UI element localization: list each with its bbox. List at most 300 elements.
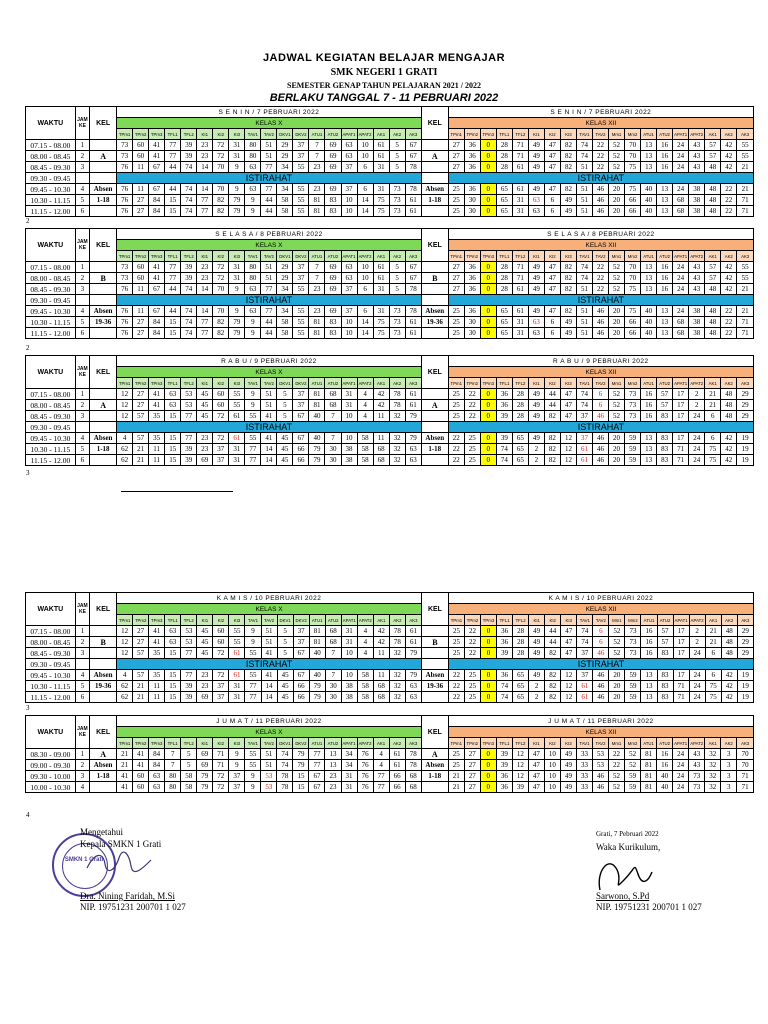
kel-cell	[90, 411, 117, 422]
value-cell-xii: 70	[625, 140, 641, 151]
value-cell-x: 39	[181, 262, 197, 273]
value-cell-x: 68	[325, 389, 341, 400]
subject-x: TPm1	[117, 378, 133, 389]
value-cell-xii: 25	[464, 670, 480, 681]
value-cell-x: 41	[117, 782, 133, 793]
value-cell-xii: 30	[464, 317, 480, 328]
value-cell-x: 71	[213, 749, 229, 760]
waktu-header: WAKTU	[26, 107, 76, 140]
value-cell-xii: 71	[737, 317, 754, 328]
kel-cell: A	[90, 400, 117, 411]
value-cell-x: 11	[373, 648, 389, 659]
value-cell-xii: 49	[560, 328, 576, 339]
value-cell-xii: 49	[528, 411, 544, 422]
value-cell-xii: 28	[496, 262, 512, 273]
value-cell-x: 69	[197, 692, 213, 703]
value-cell-xii: 21	[737, 284, 754, 295]
value-cell-x: 68	[325, 626, 341, 637]
subject-x: TFL1	[165, 738, 181, 749]
value-cell-xii: 46	[593, 648, 609, 659]
value-cell-x: 68	[325, 637, 341, 648]
value-cell-x: 61	[405, 206, 421, 217]
value-cell-xii: 0	[481, 648, 497, 659]
value-cell-xii: 61	[577, 681, 593, 692]
value-cell-xii: 22	[593, 273, 609, 284]
value-cell-x: 15	[165, 692, 181, 703]
schedule-table	[25, 228, 754, 339]
subject-xii: AK1	[705, 738, 721, 749]
value-cell-x: 23	[197, 273, 213, 284]
value-cell-x: 82	[213, 328, 229, 339]
kel-cell	[422, 648, 449, 659]
value-cell-x: 77	[181, 433, 197, 444]
subject-x: ATU1	[309, 251, 325, 262]
subject-xii: APAT2	[689, 615, 705, 626]
value-cell-x: 63	[165, 626, 181, 637]
value-cell-xii: 27	[464, 749, 480, 760]
value-cell-xii: 0	[480, 284, 496, 295]
value-cell-x: 12	[117, 400, 133, 411]
value-cell-xii: 2	[529, 692, 545, 703]
value-cell-x: 14	[261, 455, 277, 466]
value-cell-x: 63	[341, 151, 357, 162]
subject-xii: KI2	[544, 251, 560, 262]
value-cell-xii: 59	[625, 692, 641, 703]
value-cell-x: 83	[325, 195, 341, 206]
istirahat-bar: ISTIRAHAT	[117, 173, 422, 184]
value-cell-x: 45	[197, 411, 213, 422]
value-cell-x: 55	[229, 626, 245, 637]
value-cell-xii: 52	[609, 162, 625, 173]
value-cell-xii: 42	[721, 284, 737, 295]
value-cell-xii: 82	[560, 262, 576, 273]
value-cell-xii: 24	[689, 455, 705, 466]
value-cell-xii: 53	[593, 760, 609, 771]
subject-xii: TAV1	[577, 615, 593, 626]
value-cell-x: 57	[133, 648, 149, 659]
kel-cell	[421, 284, 448, 295]
value-cell-x: 55	[245, 411, 261, 422]
value-cell-xii: 59	[625, 433, 641, 444]
time-cell: 07.15 - 08.00	[26, 626, 76, 637]
subject-xii: AK1	[705, 129, 721, 140]
value-cell-x: 23	[325, 771, 341, 782]
subject-xii: TPm1	[448, 251, 464, 262]
value-cell-xii: 42	[721, 692, 737, 703]
value-cell-x: 45	[277, 455, 293, 466]
value-cell-x: 73	[117, 151, 133, 162]
kel-cell	[422, 692, 449, 703]
day-title: S E L A S A / 8 PEBRUARI 2022	[448, 229, 753, 240]
subject-x: ATU2	[325, 615, 341, 626]
value-cell-xii: 71	[512, 273, 528, 284]
kel-cell	[90, 782, 117, 793]
time-cell: 08.45 - 09.30	[26, 162, 76, 173]
value-cell-x: 57	[133, 411, 149, 422]
value-cell-x: 72	[213, 262, 229, 273]
value-cell-x: 23	[197, 151, 213, 162]
value-cell-x: 63	[341, 273, 357, 284]
value-cell-x: 44	[261, 195, 277, 206]
value-cell-xii: 49	[529, 626, 545, 637]
value-cell-x: 72	[213, 771, 229, 782]
value-cell-xii: 59	[625, 455, 641, 466]
subject-x: KI1	[197, 738, 213, 749]
subject-xii: TPm2	[464, 378, 480, 389]
subject-xii: TPm2	[464, 129, 480, 140]
value-cell-x: 77	[261, 284, 277, 295]
kel-cell: Absen	[90, 433, 117, 444]
value-cell-x: 14	[197, 162, 213, 173]
value-cell-xii: 32	[705, 749, 721, 760]
value-cell-x: 55	[293, 184, 309, 195]
value-cell-xii: 20	[609, 306, 625, 317]
value-cell-xii: 17	[673, 670, 689, 681]
jam-cell: 5	[75, 195, 89, 206]
value-cell-xii: 51	[576, 317, 592, 328]
table-row	[26, 422, 754, 433]
value-cell-xii: 46	[593, 670, 609, 681]
value-cell-x: 15	[165, 433, 181, 444]
value-cell-xii: 71	[737, 195, 754, 206]
value-cell-x: 55	[293, 306, 309, 317]
jam-cell	[75, 173, 89, 184]
value-cell-xii: 68	[673, 195, 689, 206]
value-cell-xii: 17	[673, 433, 689, 444]
value-cell-x: 63	[341, 262, 357, 273]
value-cell-xii: 0	[481, 670, 497, 681]
kel-cell: B	[90, 273, 117, 284]
value-cell-x: 76	[117, 206, 133, 217]
value-cell-x: 14	[197, 184, 213, 195]
value-cell-x: 31	[341, 626, 357, 637]
value-cell-xii: 49	[560, 771, 576, 782]
value-cell-x: 32	[389, 444, 405, 455]
value-cell-xii: 82	[560, 140, 576, 151]
kel-cell: Absen	[90, 306, 117, 317]
value-cell-xii: 21	[737, 162, 754, 173]
value-cell-x: 5	[389, 284, 405, 295]
value-cell-xii: 51	[576, 306, 592, 317]
schedule-jumat	[25, 715, 754, 793]
value-cell-xii: 55	[737, 151, 754, 162]
value-cell-xii: 21	[737, 306, 754, 317]
value-cell-x: 68	[373, 681, 389, 692]
value-cell-x: 4	[357, 637, 373, 648]
value-cell-xii: 73	[625, 626, 641, 637]
subject-x: TAV1	[245, 615, 261, 626]
value-cell-xii: 25	[464, 444, 480, 455]
kel-cell	[90, 206, 117, 217]
value-cell-x: 37	[293, 262, 309, 273]
value-cell-x: 21	[133, 455, 149, 466]
value-cell-xii: 2	[528, 444, 544, 455]
value-cell-xii: 25	[448, 328, 464, 339]
value-cell-x: 69	[325, 284, 341, 295]
value-cell-x: 39	[181, 273, 197, 284]
value-cell-xii: 74	[576, 151, 592, 162]
value-cell-xii: 24	[673, 782, 689, 793]
value-cell-xii: 17	[673, 648, 689, 659]
value-cell-x: 11	[149, 455, 165, 466]
value-cell-xii: 6	[544, 206, 560, 217]
page-number: 3	[26, 469, 30, 477]
value-cell-xii: 6	[544, 317, 560, 328]
istirahat-bar: ISTIRAHAT	[117, 295, 422, 306]
value-cell-x: 61	[405, 195, 421, 206]
table-row	[26, 433, 754, 444]
value-cell-xii: 74	[497, 681, 513, 692]
istirahat-bar: ISTIRAHAT	[448, 422, 753, 433]
subject-x: TFL2	[181, 378, 197, 389]
value-cell-xii: 19	[737, 681, 753, 692]
value-cell-xii: 57	[657, 400, 673, 411]
value-cell-xii: 16	[641, 648, 657, 659]
value-cell-x: 38	[341, 444, 357, 455]
value-cell-xii: 65	[513, 670, 529, 681]
value-cell-xii: 6	[593, 389, 609, 400]
value-cell-x: 41	[149, 273, 165, 284]
subject-x: KI2	[213, 251, 229, 262]
value-cell-x: 4	[357, 389, 373, 400]
subject-xii: KI2	[545, 615, 561, 626]
value-cell-x: 27	[133, 328, 149, 339]
value-cell-xii: 47	[561, 648, 577, 659]
value-cell-xii: 36	[464, 162, 480, 173]
value-cell-xii: 0	[480, 184, 496, 195]
value-cell-x: 21	[117, 749, 133, 760]
kel-cell	[421, 206, 448, 217]
kelas-row	[26, 367, 754, 378]
value-cell-xii: 48	[721, 637, 737, 648]
subject-xii: AK3	[737, 378, 754, 389]
value-cell-xii: 6	[593, 637, 609, 648]
value-cell-xii: 38	[689, 184, 705, 195]
value-cell-x: 23	[197, 433, 213, 444]
subject-xii: ATU1	[641, 251, 657, 262]
subject-xii: KI3	[561, 615, 577, 626]
value-cell-xii: 24	[673, 306, 689, 317]
table-row	[26, 681, 754, 692]
subject-xii: KI1	[528, 129, 544, 140]
value-cell-x: 67	[149, 184, 165, 195]
kel-header: KEL	[421, 716, 448, 749]
day-title: S E N I N / 7 PEBRUARI 2022	[117, 107, 422, 118]
value-cell-x: 11	[149, 681, 165, 692]
value-cell-x: 5	[181, 749, 197, 760]
value-cell-xii: 16	[657, 273, 673, 284]
value-cell-xii: 40	[641, 206, 657, 217]
jam-cell: 6	[75, 455, 89, 466]
jam-cell: 5	[75, 444, 89, 455]
value-cell-x: 12	[117, 648, 133, 659]
school-name: SMK NEGERI 1 GRATI	[330, 67, 438, 78]
subject-xii: KI1	[528, 251, 544, 262]
value-cell-x: 58	[357, 681, 373, 692]
value-cell-xii: 75	[625, 184, 641, 195]
value-cell-xii: 24	[689, 411, 705, 422]
value-cell-x: 31	[341, 400, 357, 411]
value-cell-x: 61	[405, 400, 421, 411]
value-cell-x: 79	[293, 749, 309, 760]
subject-x: DKV1	[277, 251, 293, 262]
value-cell-x: 37	[213, 692, 229, 703]
kel-cell: 1-18	[421, 444, 448, 455]
value-cell-x: 74	[181, 284, 197, 295]
value-cell-xii: 49	[560, 749, 576, 760]
jam-cell	[75, 422, 89, 433]
table-row	[26, 295, 754, 306]
subject-x: KI1	[197, 129, 213, 140]
subject-x: TAV2	[261, 615, 277, 626]
subject-xii: AK2	[721, 251, 737, 262]
schedule-table	[25, 592, 754, 703]
value-cell-xii: 43	[689, 273, 705, 284]
value-cell-xii: 36	[497, 626, 513, 637]
value-cell-x: 27	[133, 626, 149, 637]
value-cell-xii: 28	[496, 151, 512, 162]
subject-x: TPm3	[149, 615, 165, 626]
time-cell: 08.00 - 08.45	[26, 637, 76, 648]
value-cell-x: 27	[133, 195, 149, 206]
value-cell-x: 39	[181, 140, 197, 151]
value-cell-x: 81	[309, 637, 325, 648]
value-cell-xii: 40	[657, 771, 673, 782]
value-cell-xii: 49	[528, 184, 544, 195]
value-cell-x: 60	[133, 140, 149, 151]
time-cell: 11.15 - 12.00	[26, 206, 76, 217]
value-cell-x: 7	[309, 140, 325, 151]
kel-header: KEL	[90, 593, 117, 626]
left-sig-nip: NIP. 19751231 200701 1 027	[80, 902, 186, 912]
value-cell-xii: 28	[513, 626, 529, 637]
value-cell-x: 15	[165, 411, 181, 422]
jam-header: JAM KE	[75, 593, 89, 626]
value-cell-xii: 0	[480, 273, 496, 284]
value-cell-xii: 74	[576, 400, 592, 411]
time-cell: 09.00 - 09.30	[26, 760, 76, 771]
value-cell-x: 10	[341, 328, 357, 339]
value-cell-xii: 16	[657, 262, 673, 273]
jam-cell: 3	[75, 771, 89, 782]
jam-cell: 6	[75, 328, 89, 339]
value-cell-xii: 22	[721, 206, 737, 217]
value-cell-x: 76	[117, 317, 133, 328]
value-cell-x: 77	[165, 140, 181, 151]
kelas-xii-header: KELAS XII	[448, 118, 753, 129]
time-cell: 08.45 - 09.30	[26, 648, 76, 659]
jam-cell: 4	[75, 306, 89, 317]
value-cell-xii: 0	[480, 195, 496, 206]
waktu-header: WAKTU	[26, 593, 76, 626]
value-cell-xii: 49	[560, 195, 576, 206]
subject-x: TAV1	[245, 738, 261, 749]
value-cell-x: 9	[229, 162, 245, 173]
value-cell-x: 79	[229, 317, 245, 328]
value-cell-xii: 47	[560, 411, 576, 422]
value-cell-xii: 49	[529, 637, 545, 648]
subject-xii: AK1	[705, 615, 721, 626]
kel-header: KEL	[90, 229, 117, 262]
value-cell-xii: 71	[673, 681, 689, 692]
subject-x: TPm3	[149, 129, 165, 140]
subject-xii: TPm3	[481, 615, 497, 626]
day-title: K A M I S / 10 PEBRUARI 2022	[117, 593, 422, 604]
value-cell-x: 83	[325, 317, 341, 328]
value-cell-xii: 16	[641, 389, 657, 400]
value-cell-xii: 71	[512, 140, 528, 151]
value-cell-x: 5	[277, 389, 293, 400]
table-row	[26, 659, 754, 670]
value-cell-x: 75	[373, 328, 389, 339]
table-row	[26, 195, 754, 206]
value-cell-x: 78	[405, 184, 421, 195]
value-cell-xii: 17	[673, 637, 689, 648]
value-cell-x: 15	[165, 328, 181, 339]
time-cell: 09.30 - 09.45	[26, 295, 76, 306]
value-cell-x: 79	[405, 411, 421, 422]
value-cell-xii: 71	[737, 328, 754, 339]
value-cell-xii: 42	[721, 262, 737, 273]
time-cell: 08.45 - 09.30	[26, 284, 76, 295]
value-cell-x: 15	[293, 782, 309, 793]
value-cell-xii: 57	[657, 389, 673, 400]
divider-line	[121, 491, 233, 492]
value-cell-x: 82	[213, 317, 229, 328]
value-cell-x: 34	[341, 760, 357, 771]
value-cell-x: 39	[181, 455, 197, 466]
value-cell-x: 68	[373, 692, 389, 703]
kelas-xii-header: KELAS XII	[448, 727, 753, 738]
value-cell-x: 69	[325, 162, 341, 173]
table-row	[26, 317, 754, 328]
kel-cell: A	[90, 749, 117, 760]
value-cell-xii: 52	[609, 284, 625, 295]
value-cell-x: 68	[405, 782, 421, 793]
value-cell-x: 41	[149, 637, 165, 648]
kel-cell: 1-18	[421, 195, 448, 206]
value-cell-xii: 20	[609, 670, 625, 681]
value-cell-xii: 6	[705, 433, 721, 444]
kel-cell	[421, 782, 448, 793]
value-cell-x: 31	[341, 637, 357, 648]
value-cell-xii: 68	[673, 206, 689, 217]
value-cell-xii: 37	[576, 411, 592, 422]
value-cell-xii: 61	[512, 284, 528, 295]
value-cell-xii: 61	[576, 444, 592, 455]
value-cell-x: 60	[133, 273, 149, 284]
value-cell-xii: 0	[481, 626, 497, 637]
value-cell-xii: 55	[737, 262, 754, 273]
value-cell-x: 39	[181, 151, 197, 162]
value-cell-x: 78	[405, 284, 421, 295]
value-cell-x: 51	[261, 262, 277, 273]
value-cell-x: 72	[213, 670, 229, 681]
kelas-x-header: KELAS X	[117, 604, 422, 615]
value-cell-x: 58	[357, 455, 373, 466]
table-row	[26, 648, 754, 659]
value-cell-x: 11	[373, 670, 389, 681]
time-cell: 11.15 - 12.00	[26, 692, 76, 703]
table-row	[26, 273, 754, 284]
value-cell-xii: 48	[705, 284, 721, 295]
value-cell-xii: 12	[560, 444, 576, 455]
subject-xii: AK3	[737, 129, 754, 140]
kel-cell	[90, 659, 117, 670]
value-cell-x: 79	[309, 455, 325, 466]
value-cell-x: 53	[181, 389, 197, 400]
value-cell-xii: 73	[625, 648, 641, 659]
